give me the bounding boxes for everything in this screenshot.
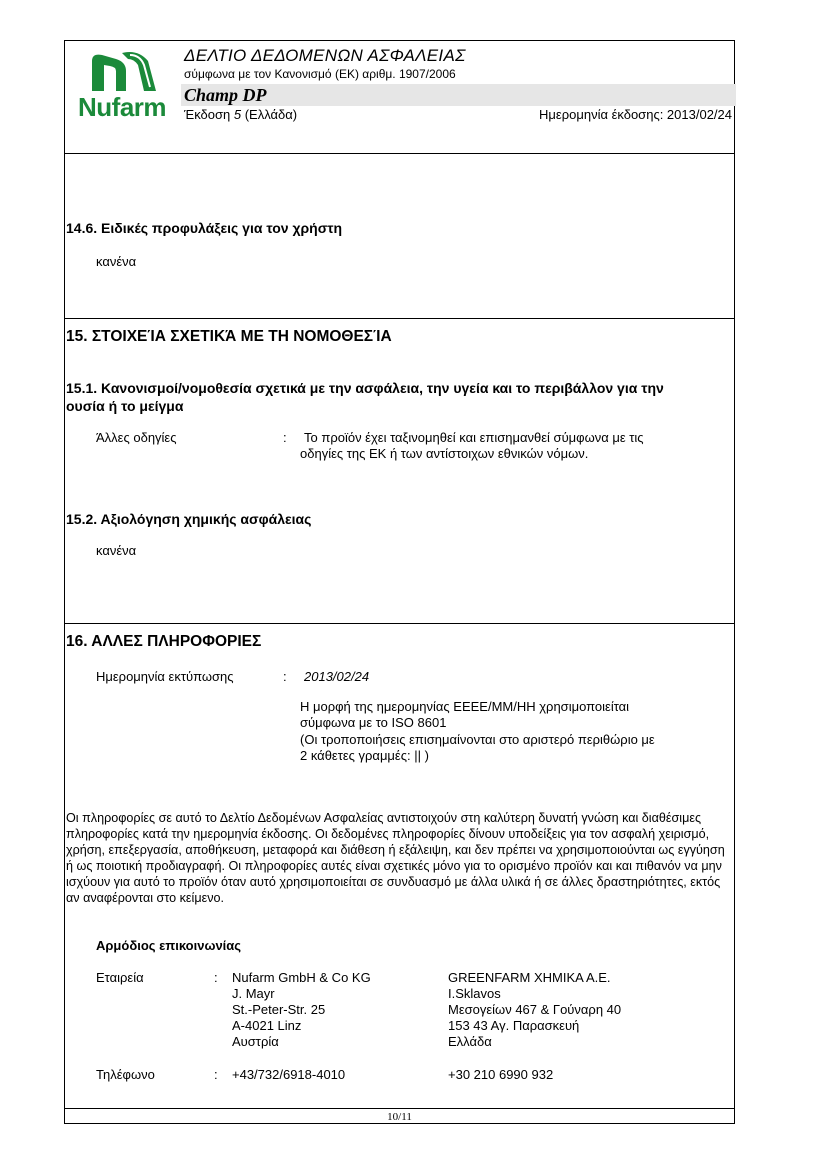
- version-info: Έκδοση 5 (Ελλάδα): [184, 107, 298, 122]
- version-number: 5: [233, 107, 242, 122]
- section-16-heading: 16. ΑΛΛΕΣ ΠΛΗΡΟΦΟΡΙΕΣ: [66, 633, 262, 650]
- company2-line: GREENFARM ΧΗΜΙΚΑ Α.Ε.: [448, 970, 611, 985]
- section-14-6-text: κανένα: [96, 254, 137, 269]
- print-date-label: Ημερομηνία εκτύπωσης: [96, 669, 234, 684]
- disclaimer-paragraph: Οι πληροφορίες σε αυτό το Δελτίο Δεδομένων Ασφαλείας αντιστοιχούν στη καλύτερη δυνατή γνώση και διαθέσιμες πληροφορίες κατά την ημερομηνία έκδοσης. Οι δεδομένες πληροφορίες δίνουν υποδείξεις για τον ασφαλή χειρισμό, χρήση, επεξεργασία, αποθήκευση, μεταφορά και διάθεση ή εξάλειψη, και δεν πρέπει να χρησιμοποιούνται ως εγγύηση ή ως ποιοτική προδιαγραφή. Οι πληροφορίες αυτές είναι σχετικές μόνο για το ορισμένο προϊόν και και πιθανόν να μην ισχύουν για αυτό το προϊόν όταν αυτό χρησιμοποιείται σε συνδυασμό με άλλα υλικά ή σε άλλες δραστηριότητες, εκτός αν αναφέρονται στο κείμενο.: [66, 811, 725, 905]
- section-15-1-heading-line1: 15.1. Κανονισμοί/νομοθεσία σχετικά με την ασφάλεια, την υγεία και το περιβάλλον για την: [66, 380, 664, 396]
- company1-address: [232, 970, 371, 1050]
- page-frame: [64, 40, 735, 1124]
- section-divider: [64, 318, 735, 319]
- other-instructions-label: Άλλες οδηγίες: [96, 430, 177, 445]
- issue-date: Ημερομηνία έκδοσης: 2013/02/24: [539, 107, 732, 122]
- colon: :: [283, 669, 287, 684]
- company1-line: J. Mayr: [232, 986, 275, 1001]
- company2-line: Ελλάδα: [448, 1034, 492, 1049]
- company2-address: [448, 970, 621, 1050]
- company2-line: I.Sklavos: [448, 986, 501, 1001]
- section-divider: [64, 623, 735, 624]
- contact-heading: Αρμόδιος επικοινωνίας: [96, 938, 242, 953]
- document-title: ΔΕΛΤΙΟ ΔΕΔΟΜΕΝΩΝ ΑΣΦΑΛΕΙΑΣ: [184, 46, 466, 65]
- phone-number-1: +43/732/6918-4010: [232, 1067, 346, 1082]
- other-instructions-value-line2: οδηγίες της ΕΚ ή των αντίστοιχων εθνικών νόμων.: [300, 446, 589, 461]
- section-15-heading: 15. ΣΤΟΙΧΕΊΑ ΣΧΕΤΙΚΆ ΜΕ ΤΗ ΝΟΜΟΘΕΣΊΑ: [66, 328, 392, 345]
- section-15-2-text: κανένα: [96, 543, 137, 558]
- phone-label: Τηλέφωνο: [96, 1067, 155, 1082]
- document-subtitle: σύμφωνα με τον Κανονισμό (ΕΚ) αριθμ. 1907/2006: [184, 67, 456, 81]
- section-15-2-heading: 15.2. Αξιολόγηση χημικής ασφάλειας: [66, 511, 312, 527]
- phone-number-2: +30 210 6990 932: [448, 1067, 554, 1082]
- page-number: 10/11: [64, 1108, 735, 1124]
- company2-line: Μεσογείων 467 & Γούναρη 40: [448, 1002, 622, 1017]
- section-14-6-heading: 14.6. Ειδικές προφυλάξεις για τον χρήστη: [66, 220, 343, 236]
- other-instructions-value-line1: Το προϊόν έχει ταξινομηθεί και επισημανθεί σύμφωνα με τις: [304, 430, 644, 445]
- company2-line: 153 43 Αγ. Παρασκευή: [448, 1018, 580, 1033]
- date-format-note-line2: σύμφωνα με το ISO 8601: [300, 715, 447, 730]
- product-name: Champ DP: [184, 85, 267, 105]
- print-date-value: 2013/02/24: [304, 669, 370, 684]
- date-format-note-line4: 2 κάθετες γραμμές: || ): [300, 748, 429, 763]
- date-format-note-line1: Η μορφή της ημερομηνίας ΕΕΕΕ/ΜΜ/ΗΗ χρησιμοποιείται: [300, 699, 630, 714]
- section-15-1-heading-line2: ουσία ή το μείγμα: [66, 398, 184, 414]
- colon: :: [214, 1067, 218, 1082]
- date-format-note-line3: (Οι τροποποιήσεις επισημαίνονται στο αριστερό περιθώριο με: [300, 732, 655, 747]
- logo-wordmark: Nufarm: [78, 92, 167, 122]
- company1-line: St.-Peter-Str. 25: [232, 1002, 326, 1017]
- company1-line: A-4021 Linz: [232, 1018, 302, 1033]
- company-label: Εταιρεία: [96, 970, 144, 985]
- header-divider: [64, 153, 735, 154]
- colon: :: [283, 430, 287, 445]
- colon: :: [214, 970, 218, 985]
- company1-line: Αυστρία: [232, 1034, 279, 1049]
- company1-line: Nufarm GmbH & Co KG: [232, 970, 371, 985]
